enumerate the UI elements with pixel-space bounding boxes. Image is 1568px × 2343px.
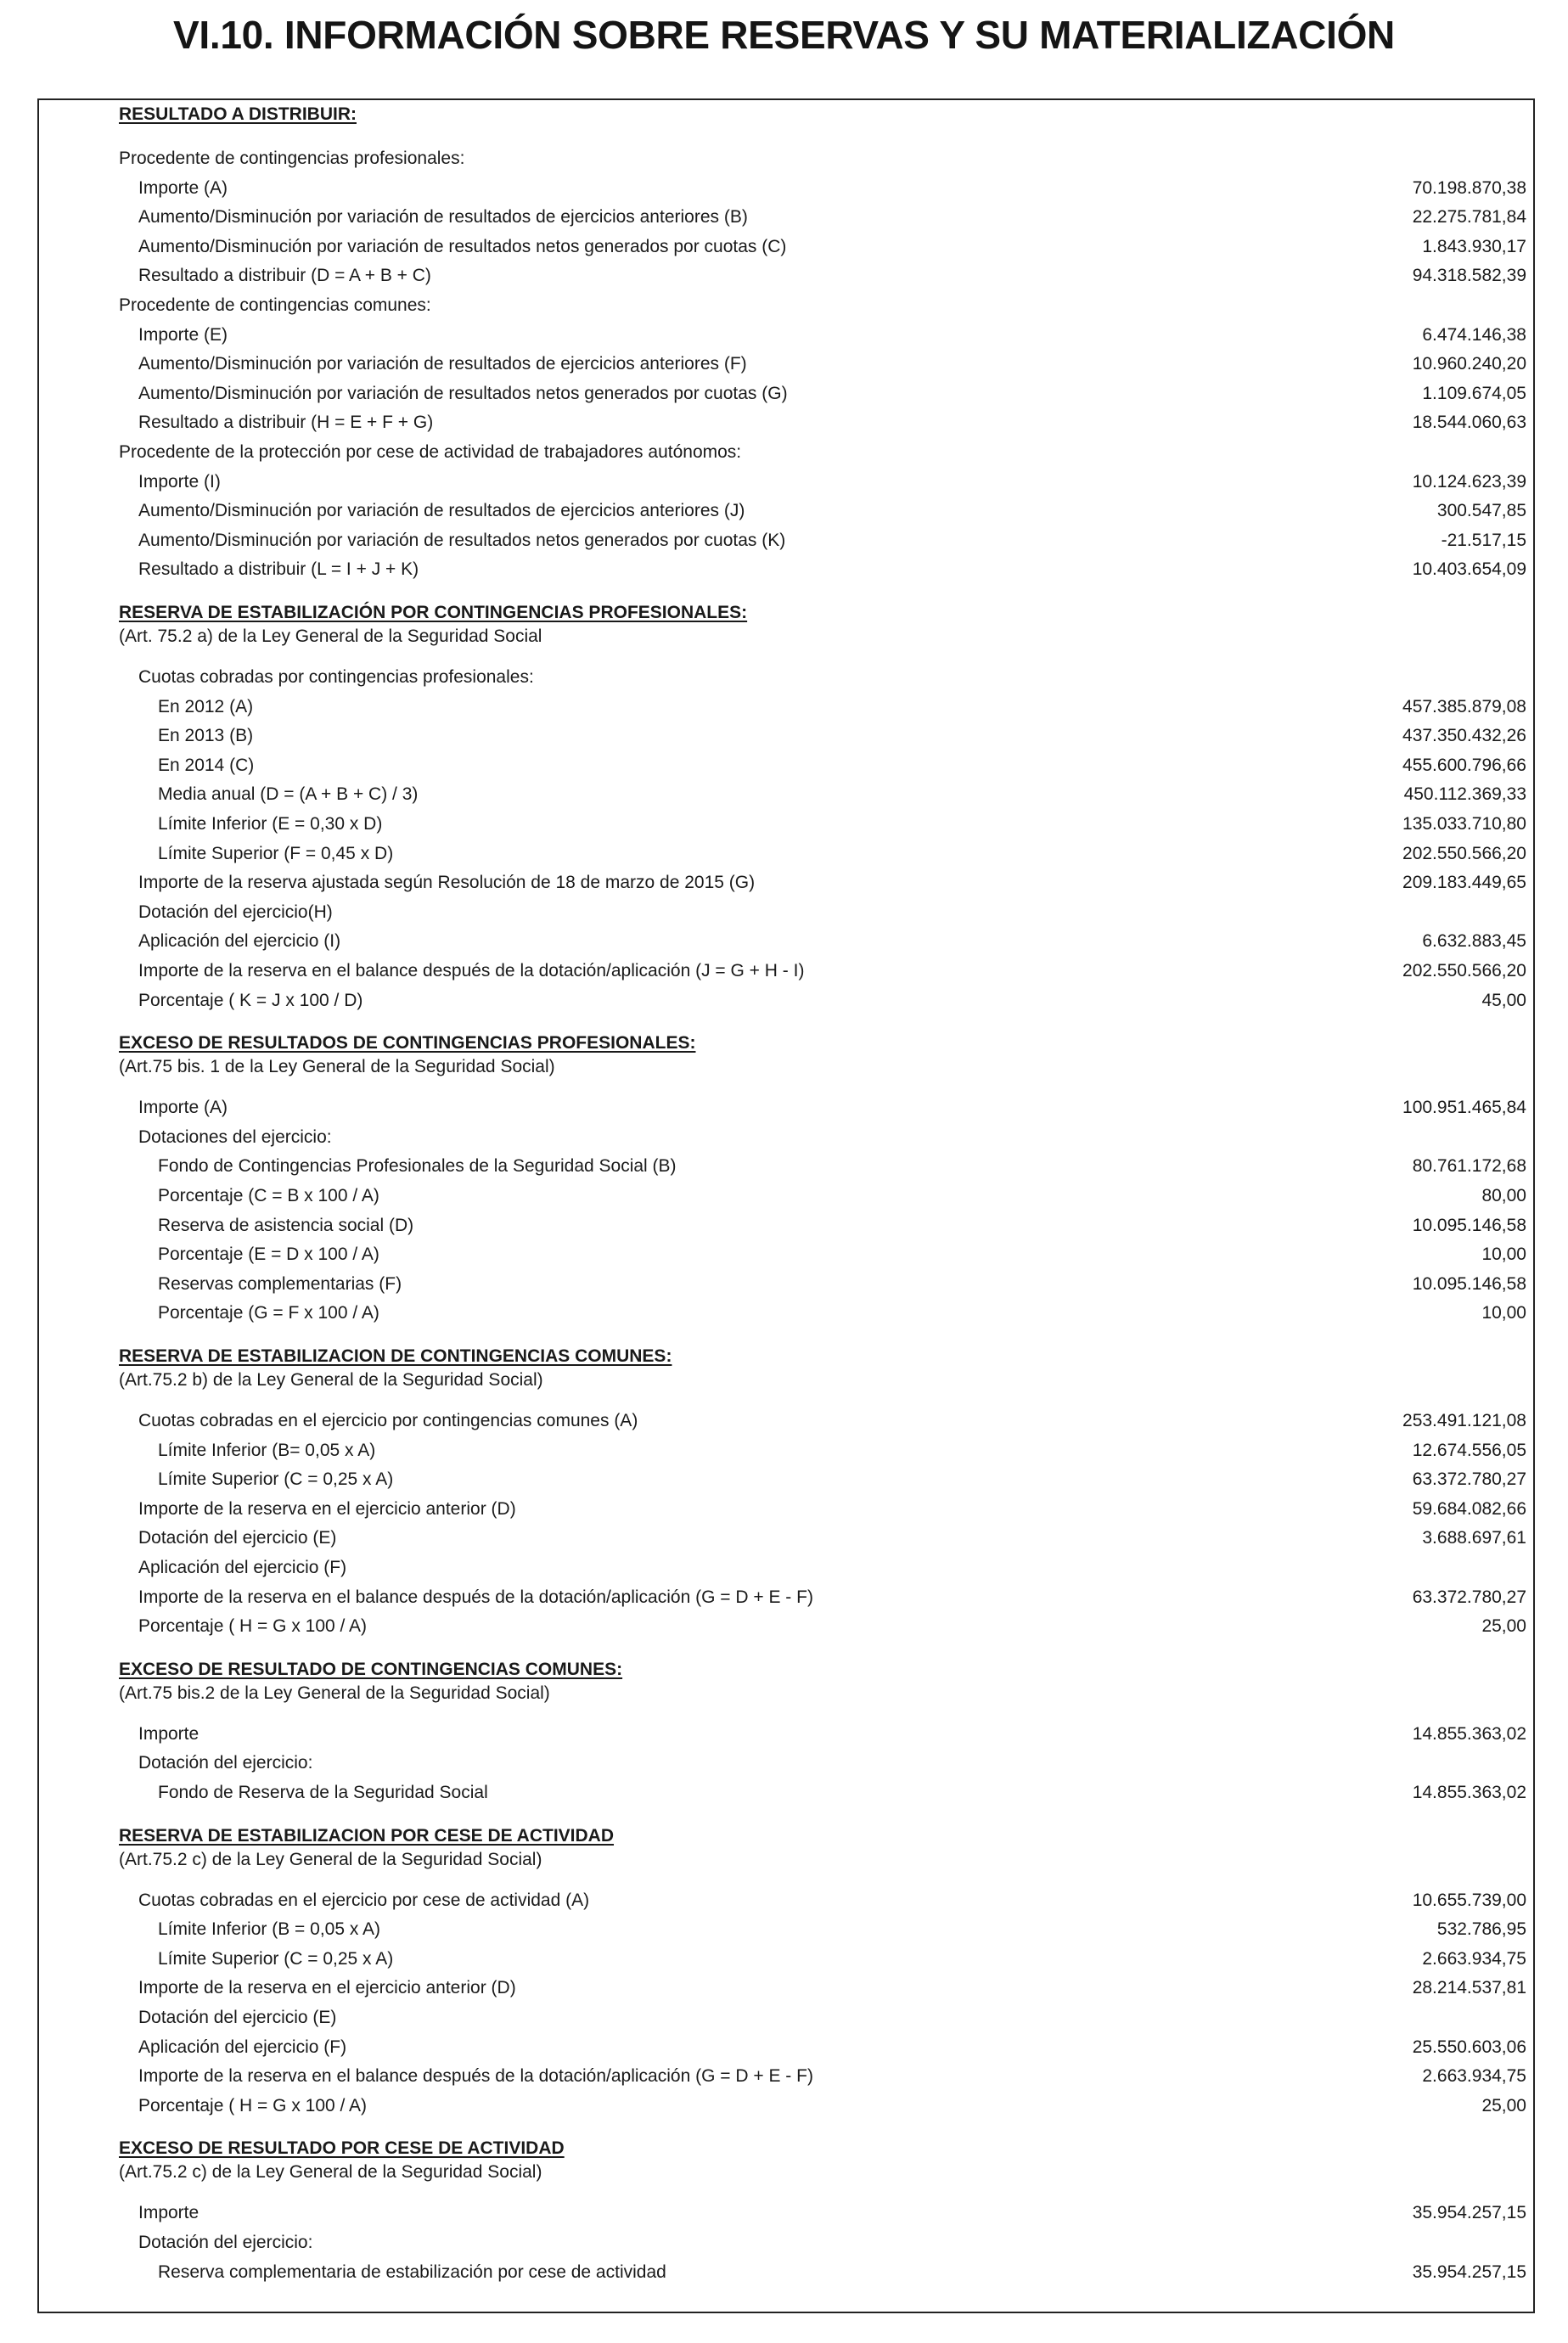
- report-row: [39, 1974, 1533, 2003]
- row-value: 135.033.710,80: [1402, 814, 1526, 834]
- row-value: 45,00: [1481, 990, 1526, 1010]
- row-value: 455.600.796,66: [1402, 755, 1526, 775]
- report-row: [39, 2228, 1533, 2257]
- section-subheading-line: [39, 1366, 1533, 1395]
- row-label: Reserva de asistencia social (D): [158, 1215, 414, 1235]
- row-label: Aumento/Disminución por variación de resultados de ejercicios anteriores (J): [138, 501, 745, 521]
- row-label: Aumento/Disminución por variación de resultados netos generados por cuotas (K): [138, 530, 786, 550]
- report-row: [39, 868, 1533, 897]
- row-label: Importe de la reserva ajustada según Resolución de 18 de marzo de 2015 (G): [138, 873, 756, 893]
- report-row: [39, 1495, 1533, 1524]
- report-row: [39, 1152, 1533, 1181]
- section-heading: RESERVA DE ESTABILIZACIÓN POR CONTINGENCIAS PROFESIONALES:: [119, 603, 748, 622]
- row-label: Límite Inferior (B = 0,05 x A): [158, 1919, 381, 1940]
- row-value: 10.095.146,58: [1412, 1215, 1526, 1235]
- report-row: [39, 408, 1533, 437]
- row-value: 80.761.172,68: [1412, 1156, 1526, 1177]
- report-row: [39, 2062, 1533, 2091]
- row-label: Procedente de contingencias comunes:: [119, 295, 431, 315]
- row-label: Importe de la reserva en el ejercicio anterior (D): [138, 1498, 516, 1519]
- row-label: Importe de la reserva en el ejercicio anterior (D): [138, 1978, 516, 1998]
- row-value: -21.517,15: [1441, 530, 1526, 550]
- row-value: 35.954.257,15: [1412, 2203, 1526, 2223]
- report-row: [39, 468, 1533, 497]
- section-subheading: (Art.75.2 c) de la Ley General de la Seguridad Social): [119, 2162, 542, 2183]
- report-row: [39, 957, 1533, 986]
- row-label: Importe de la reserva en el balance después de la dotación/aplicación (J = G + H - I): [138, 961, 805, 980]
- report-row: [39, 438, 1533, 467]
- report-row: [39, 144, 1533, 173]
- row-label: Aumento/Disminución por variación de resultados de ejercicios anteriores (B): [138, 207, 748, 228]
- row-value: 253.491.121,08: [1402, 1411, 1526, 1430]
- report-row: [39, 1886, 1533, 1915]
- section-subheading: (Art. 75.2 a) de la Ley General de la Seguridad Social: [119, 626, 542, 646]
- row-value: 18.544.060,63: [1412, 413, 1526, 433]
- report-row: [39, 1612, 1533, 1641]
- row-label: Importe de la reserva en el balance después de la dotación/aplicación (G = D + E - F): [138, 2066, 813, 2087]
- row-label: Aplicación del ejercicio (I): [138, 931, 341, 952]
- row-label: Porcentaje ( H = G x 100 / A): [138, 1616, 368, 1637]
- row-value: 6.632.883,45: [1422, 931, 1526, 952]
- row-value: 25,00: [1481, 1616, 1526, 1637]
- row-label: Media anual (D = (A + B + C) / 3): [158, 784, 419, 805]
- row-value: 14.855.363,02: [1412, 1723, 1526, 1744]
- row-label: Dotación del ejercicio:: [138, 2233, 313, 2252]
- row-label: Aumento/Disminución por variación de resultados de ejercicios anteriores (F): [138, 354, 747, 374]
- report-row: [39, 1554, 1533, 1582]
- report-row: [39, 1240, 1533, 1269]
- row-label: Cuotas cobradas por contingencias profesionales:: [138, 667, 534, 687]
- row-value: 94.318.582,39: [1412, 266, 1526, 286]
- row-value: 3.688.697,61: [1422, 1528, 1526, 1548]
- row-value: 10.403.654,09: [1412, 559, 1526, 580]
- report-row: [39, 1093, 1533, 1122]
- row-value: 300.547,85: [1436, 501, 1526, 521]
- row-label: Dotación del ejercicio (E): [138, 2008, 337, 2027]
- report-row: [39, 526, 1533, 555]
- row-label: Aumento/Disminución por variación de resultados netos generados por cuotas (C): [138, 236, 787, 256]
- report-row: [39, 986, 1533, 1015]
- report-row: [39, 1915, 1533, 1944]
- row-value: 59.684.082,66: [1412, 1498, 1526, 1519]
- row-label: Reservas complementarias (F): [158, 1273, 402, 1294]
- section-subheading-line: [39, 1679, 1533, 1708]
- section-heading: RESERVA DE ESTABILIZACION DE CONTINGENCIAS COMUNES:: [119, 1346, 672, 1366]
- row-value: 10.655.739,00: [1412, 1890, 1526, 1910]
- row-label: Importe: [138, 1723, 200, 1744]
- report-row: [39, 174, 1533, 203]
- report-row: [39, 261, 1533, 290]
- report-row: [39, 1436, 1533, 1465]
- row-label: Límite Superior (C = 0,25 x A): [158, 1469, 394, 1490]
- row-label: Porcentaje (C = B x 100 / A): [158, 1186, 379, 1205]
- row-label: En 2012 (A): [158, 696, 254, 716]
- report-row: [39, 2003, 1533, 2032]
- section-subheading: (Art.75.2 c) de la Ley General de la Seguridad Social): [119, 1849, 542, 1869]
- row-label: En 2013 (B): [158, 726, 254, 746]
- row-label: Dotaciones del ejercicio:: [138, 1127, 332, 1147]
- report-row: [39, 810, 1533, 839]
- row-value: 10.095.146,58: [1412, 1273, 1526, 1294]
- report-row: [39, 751, 1533, 780]
- row-label: Porcentaje (E = D x 100 / A): [158, 1245, 379, 1265]
- row-value: 2.663.934,75: [1422, 2066, 1526, 2087]
- row-label: Límite Inferior (B= 0,05 x A): [158, 1440, 376, 1460]
- row-value: 12.674.556,05: [1412, 1440, 1526, 1460]
- row-value: 2.663.934,75: [1422, 1948, 1526, 1969]
- row-value: 450.112.369,33: [1403, 784, 1526, 805]
- row-value: 100.951.465,84: [1402, 1098, 1526, 1118]
- row-label: Aplicación del ejercicio (F): [138, 1558, 347, 1577]
- row-value: 25,00: [1481, 2095, 1526, 2115]
- row-label: Aplicación del ejercicio (F): [138, 2037, 347, 2057]
- row-value: 1.843.930,17: [1422, 236, 1526, 256]
- row-label: Cuotas cobradas en el ejercicio por cese de actividad (A): [138, 1890, 590, 1910]
- report-row: [39, 379, 1533, 408]
- row-label: Resultado a distribuir (D = A + B + C): [138, 266, 431, 286]
- row-label: Dotación del ejercicio:: [138, 1753, 313, 1773]
- report-row: [39, 1182, 1533, 1211]
- report-row: [39, 1123, 1533, 1152]
- section-heading: EXCESO DE RESULTADO POR CESE DE ACTIVIDAD: [119, 2138, 565, 2159]
- report-row: [39, 1720, 1533, 1749]
- row-label: Importe (A): [138, 177, 228, 198]
- row-value: 437.350.432,26: [1402, 726, 1526, 746]
- row-value: 28.214.537,81: [1412, 1978, 1526, 1998]
- section-subheading-line: [39, 2158, 1533, 2187]
- row-label: Reserva complementaria de estabilización por cese de actividad: [158, 2262, 666, 2282]
- row-label: Límite Superior (F = 0,45 x D): [158, 843, 394, 863]
- row-label: Cuotas cobradas en el ejercicio por contingencias comunes (A): [138, 1411, 638, 1430]
- row-label: Resultado a distribuir (L = I + J + K): [138, 559, 419, 580]
- row-label: Porcentaje ( H = G x 100 / A): [138, 2095, 368, 2115]
- row-value: 63.372.780,27: [1412, 1469, 1526, 1490]
- report-row: [39, 2092, 1533, 2121]
- report-row: [39, 1778, 1533, 1807]
- row-value: 25.550.603,06: [1412, 2037, 1526, 2057]
- section-subheading-line: [39, 1846, 1533, 1874]
- row-value: 202.550.566,20: [1402, 961, 1526, 980]
- report-row: [39, 1583, 1533, 1612]
- report-row: [39, 291, 1533, 320]
- report-row: [39, 1407, 1533, 1436]
- row-label: Dotación del ejercicio(H): [138, 902, 333, 922]
- row-label: Porcentaje (G = F x 100 / A): [158, 1303, 379, 1323]
- row-label: Aumento/Disminución por variación de resultados netos generados por cuotas (G): [138, 383, 788, 403]
- row-label: Importe de la reserva en el balance después de la dotación/aplicación (G = D + E - F): [138, 1587, 813, 1607]
- report-row: [39, 350, 1533, 379]
- report-row: [39, 1299, 1533, 1328]
- report-row: [39, 1749, 1533, 1778]
- report-row: [39, 497, 1533, 525]
- section-heading: EXCESO DE RESULTADO DE CONTINGENCIAS COMUNES:: [119, 1659, 623, 1679]
- report-row: [39, 2258, 1533, 2287]
- report-row: [39, 840, 1533, 868]
- row-value: 10.124.623,39: [1412, 471, 1526, 492]
- row-value: 10,00: [1481, 1303, 1526, 1323]
- row-value: 80,00: [1481, 1186, 1526, 1205]
- row-value: 6.474.146,38: [1422, 324, 1526, 345]
- row-value: 10.960.240,20: [1412, 354, 1526, 374]
- section-subheading-line: [39, 622, 1533, 651]
- report-row: [39, 898, 1533, 927]
- row-value: 14.855.363,02: [1412, 1783, 1526, 1802]
- report-row: [39, 321, 1533, 350]
- section-subheading-line: [39, 1053, 1533, 1082]
- section-heading: EXCESO DE RESULTADOS DE CONTINGENCIAS PROFESIONALES:: [119, 1033, 696, 1054]
- row-label: Importe (I): [138, 471, 221, 492]
- row-label: Resultado a distribuir (H = E + F + G): [138, 413, 434, 433]
- row-value: 1.109.674,05: [1422, 383, 1526, 403]
- report-row: [39, 555, 1533, 584]
- section-subheading: (Art.75 bis.2 de la Ley General de la Seguridad Social): [119, 1683, 550, 1703]
- report-row: [39, 233, 1533, 261]
- row-label: Dotación del ejercicio (E): [138, 1528, 337, 1548]
- row-value: 10,00: [1481, 1245, 1526, 1265]
- row-label: Porcentaje ( K = J x 100 / D): [138, 990, 363, 1010]
- report-box: [37, 98, 1535, 2313]
- section-heading-line: [39, 100, 1533, 129]
- report-row: [39, 2199, 1533, 2228]
- page-title: VI.10. INFORMACIÓN SOBRE RESERVAS Y SU MATERIALIZACIÓN: [173, 13, 1395, 57]
- row-value: 532.786,95: [1436, 1919, 1526, 1940]
- report-row: [39, 203, 1533, 232]
- report-row: [39, 780, 1533, 809]
- row-value: 457.385.879,08: [1402, 696, 1526, 716]
- report-row: [39, 927, 1533, 956]
- report-row: [39, 722, 1533, 750]
- row-label: Límite Superior (C = 0,25 x A): [158, 1948, 394, 1969]
- row-label: En 2014 (C): [158, 755, 255, 775]
- section-subheading: (Art.75.2 b) de la Ley General de la Seguridad Social): [119, 1370, 543, 1390]
- row-value: 202.550.566,20: [1402, 843, 1526, 863]
- section-heading: RESERVA DE ESTABILIZACION POR CESE DE ACTIVIDAD: [119, 1825, 615, 1846]
- row-label: Importe: [138, 2203, 200, 2223]
- row-value: 35.954.257,15: [1412, 2262, 1526, 2282]
- row-value: 63.372.780,27: [1412, 1587, 1526, 1607]
- report-row: [39, 1270, 1533, 1299]
- row-value: 209.183.449,65: [1402, 873, 1526, 893]
- report-row: [39, 1211, 1533, 1240]
- row-label: Fondo de Reserva de la Seguridad Social: [158, 1783, 488, 1802]
- report-row: [39, 2033, 1533, 2062]
- row-label: Límite Inferior (E = 0,30 x D): [158, 814, 383, 834]
- report-row: [39, 1524, 1533, 1553]
- report-row: [39, 663, 1533, 692]
- row-label: Importe (E): [138, 324, 228, 345]
- section-heading: RESULTADO A DISTRIBUIR:: [119, 104, 357, 124]
- report-row: [39, 693, 1533, 722]
- row-value: 22.275.781,84: [1412, 207, 1526, 228]
- row-label: Procedente de la protección por cese de actividad de trabajadores autónomos:: [119, 442, 742, 462]
- section-subheading: (Art.75 bis. 1 de la Ley General de la Seguridad Social): [119, 1057, 555, 1077]
- row-value: 70.198.870,38: [1412, 177, 1526, 198]
- report-row: [39, 1465, 1533, 1494]
- report-row: [39, 1945, 1533, 1974]
- row-label: Importe (A): [138, 1098, 228, 1118]
- row-label: Procedente de contingencias profesionales:: [119, 149, 465, 168]
- row-label: Fondo de Contingencias Profesionales de la Seguridad Social (B): [158, 1156, 677, 1177]
